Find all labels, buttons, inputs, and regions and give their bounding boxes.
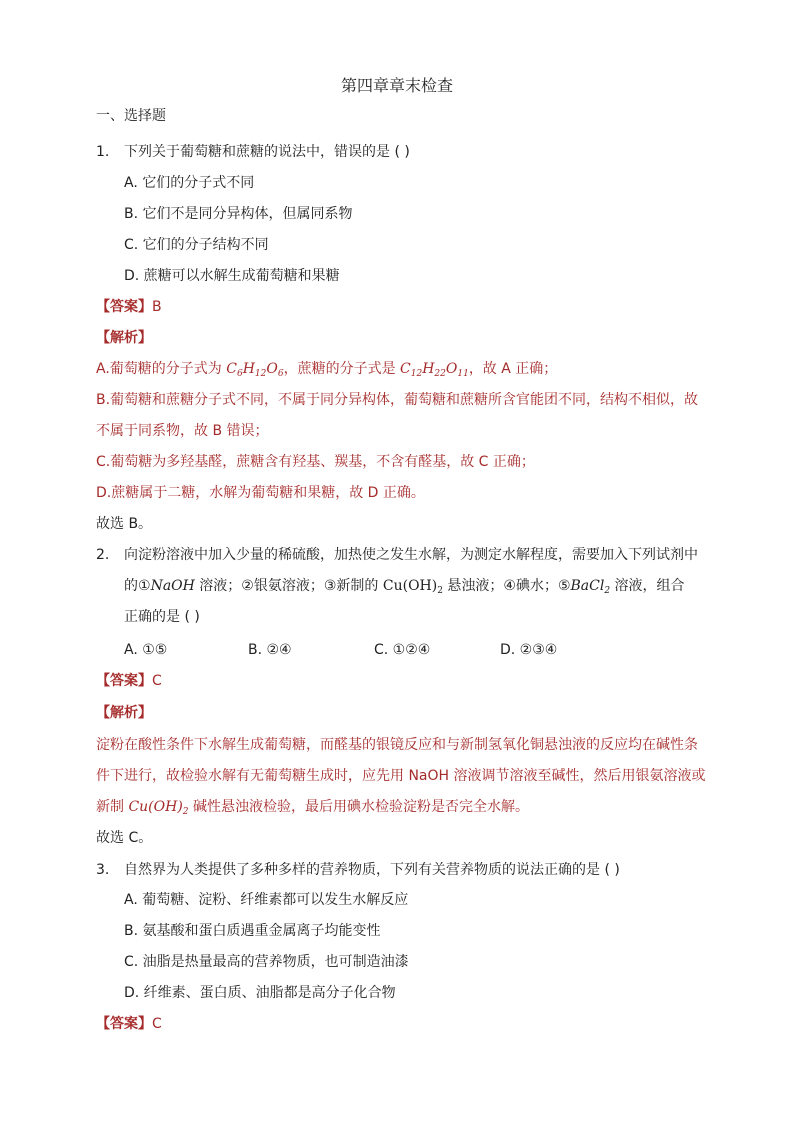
question-2-stem-line1: [96, 545, 698, 565]
answer-value: B: [152, 299, 162, 315]
formula-cuoh2: $Cu(OH)_2$: [128, 799, 189, 817]
question-text: 自然界为人类提供了多种多样的营养物质，下列有关营养物质的说法正确的是 ( ): [124, 862, 620, 878]
q2-option-b: B. ②④: [248, 642, 292, 658]
question-number: 3.: [96, 862, 110, 878]
q2-analysis-line3: 新制 $Cu(OH)_2$ 碱性悬浊液检验，最后用碘水检验淀粉是否完全水解。: [96, 799, 529, 817]
q1-analysis-b-line1: B.葡萄糖和蔗糖分子式不同，不属于同分异构体，葡萄糖和蔗糖所含官能团不同，结构不相似，故: [96, 392, 699, 408]
answer-value: C: [152, 673, 162, 689]
q3-option-b: B. 氨基酸和蛋白质遇重金属离子均能变性: [124, 923, 381, 939]
q2-analysis-line2: 件下进行，故检验水解有无葡萄糖生成时，应先用 NaOH 溶液调节溶液至碱性，然后用银氨溶液或: [96, 768, 706, 784]
question-1-stem: [96, 142, 410, 162]
formula-bacl2: BaCl$_2$: [570, 578, 611, 596]
question-text: 向淀粉溶液中加入少量的稀硫酸，加热使之发生水解，为测定水解程度，需要加入下列试剂中: [124, 547, 698, 563]
q1-analysis-c: C.葡萄糖为多羟基醛，蔗糖含有羟基、羰基，不含有醛基，故 C 正确；: [96, 454, 535, 470]
q2-analysis-line1: 淀粉在酸性条件下水解生成葡萄糖，而醛基的银镜反应和与新制氢氧化铜悬浊液的反应均在碱性条: [96, 737, 698, 753]
q1-option-c: C. 它们的分子结构不同: [124, 237, 269, 253]
q1-analysis-d: D.蔗糖属于二糖，水解为葡萄糖和果糖，故 D 正确。: [96, 485, 425, 501]
q3-answer: [96, 1014, 162, 1034]
question-2-stem-line2: 的①NaOH 溶液；②银氨溶液；③新制的 $Cu(OH)_2$ 悬浊液；④碘水；⑤BaCl$_2$ 溶液，组合: [124, 578, 685, 596]
question-2-stem-line3: 正确的是 ( ): [124, 609, 200, 625]
question-number: 1.: [96, 144, 110, 160]
q1-option-d: D. 蔗糖可以水解生成葡萄糖和果糖: [124, 268, 340, 284]
answer-value: C: [152, 1016, 162, 1032]
formula-glucose: $C_6H_{12}O_6$: [226, 361, 284, 379]
answer-label: 【答案】: [96, 299, 152, 315]
q1-analysis-label: 【解析】: [96, 330, 152, 346]
q1-analysis-b-line2: 不属于同系物，故 B 错误；: [96, 423, 269, 439]
page-title: 第四章章末检查: [340, 76, 453, 95]
q2-analysis-label: 【解析】: [96, 705, 152, 721]
section-heading: 一、选择题: [96, 108, 166, 124]
q2-option-a: A. ①⑤: [124, 642, 168, 658]
analysis-text: ，故 A 正确；: [468, 361, 558, 377]
q2-answer: [96, 671, 162, 691]
q3-option-a: A. 葡萄糖、淀粉、纤维素都可以发生水解反应: [124, 892, 409, 908]
formula-sucrose: $C_{12}H_{22}O_{11}$: [400, 361, 469, 379]
q1-answer: [96, 297, 162, 317]
q1-conclusion: 故选 B。: [96, 516, 153, 532]
q3-option-c: C. 油脂是热量最高的营养物质，也可制造油漆: [124, 954, 409, 970]
q2-option-c: C. ①②④: [374, 642, 431, 658]
q2-option-d: D. ②③④: [500, 642, 558, 658]
q2-conclusion: 故选 C。: [96, 830, 153, 846]
question-text: 下列关于葡萄糖和蔗糖的说法中，错误的是 ( ): [124, 144, 410, 160]
answer-label: 【答案】: [96, 673, 152, 689]
formula-cuoh2: $Cu(OH)_2$: [382, 578, 443, 596]
q1-analysis-a: [96, 359, 557, 384]
formula-naoh: NaOH: [150, 578, 195, 594]
q1-option-a: A. 它们的分子式不同: [124, 175, 255, 191]
question-3-stem: [96, 860, 620, 880]
analysis-text: A.葡萄糖的分子式为: [96, 361, 227, 377]
question-number: 2.: [96, 547, 110, 563]
q1-option-b: B. 它们不是同分异构体，但属同系物: [124, 206, 353, 222]
analysis-text: ，蔗糖的分子式是: [283, 361, 401, 377]
q3-option-d: D. 纤维素、蛋白质、油脂都是高分子化合物: [124, 985, 396, 1001]
answer-label: 【答案】: [96, 1016, 152, 1032]
